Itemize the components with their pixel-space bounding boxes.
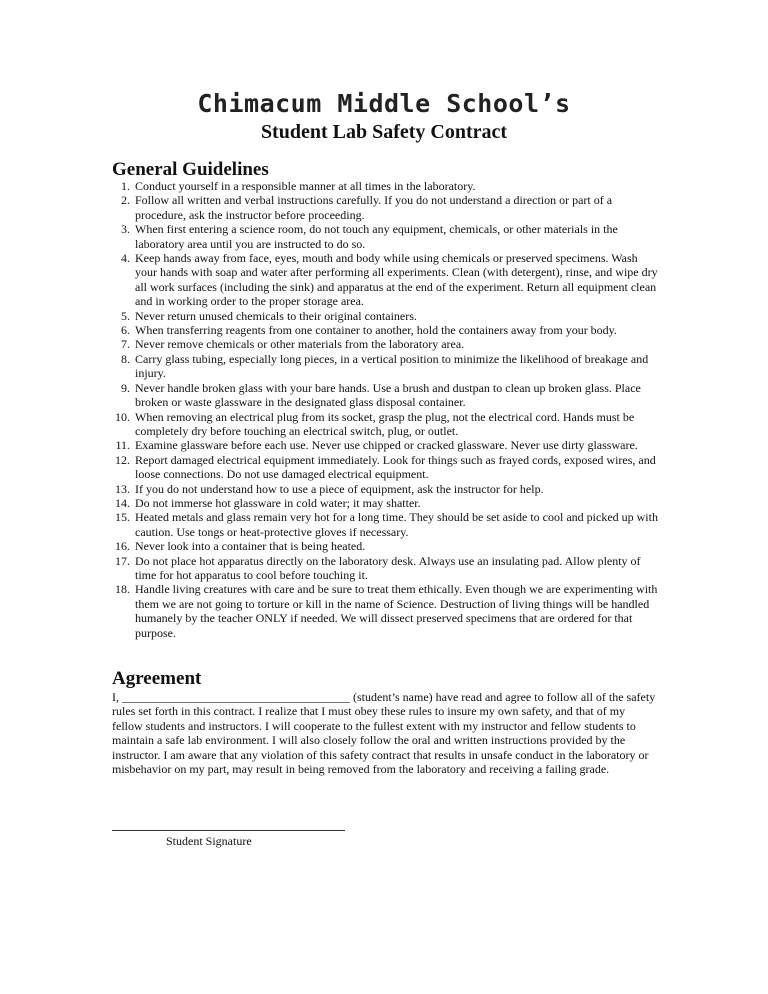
rule-item bbox=[112, 381, 658, 410]
signature-label: Student Signature bbox=[166, 834, 252, 848]
rule-number: 12. bbox=[115, 452, 130, 467]
rule-number: 14. bbox=[115, 495, 130, 510]
rule-text: Never handle broken glass with your bare hands. Use a brush and dustpan to clean up broken glass. Place broken or waste glassware in the designated glass disposal container. bbox=[135, 380, 641, 410]
signature-line bbox=[112, 830, 345, 831]
rule-number: 7. bbox=[121, 337, 130, 352]
rule-item bbox=[112, 453, 658, 482]
rule-text: Conduct yourself in a responsible manner at all times in the laboratory. bbox=[135, 179, 476, 193]
rule-text: Never look into a container that is being heated. bbox=[135, 539, 366, 554]
rule-item bbox=[112, 438, 658, 452]
agreement-heading: Agreement bbox=[112, 668, 202, 689]
rule-item bbox=[112, 337, 658, 351]
rule-text: Keep hands away from face, eyes, mouth and body while using chemicals or preserved specimens. Wash your hands with soap and water after performing all experiments. Clean (with detergent), rinse, and wipe dry all work surfaces (including the sink) and apparatus at the end of the experiment. Return all equipment clean and in working order to the proper storage area. bbox=[135, 251, 658, 309]
rule-text: Report damaged electrical equipment immediately. Look for things such as frayed cords, exposed wires, and loose connections. Do not use damaged electrical equipment. bbox=[135, 452, 656, 482]
rule-text: Do not immerse hot glassware in cold water; it may shatter. bbox=[135, 495, 421, 510]
rule-text: Heated metals and glass remain very hot for a long time. They should be set aside to cool and picked up with caution. Use tongs or heat-protective gloves if necessary. bbox=[135, 510, 658, 539]
rule-number: 1. bbox=[121, 179, 130, 193]
rule-item bbox=[112, 179, 658, 193]
rule-item bbox=[112, 309, 658, 323]
rule-text: Follow all written and verbal instructions carefully. If you do not understand a direction or part of a procedure, ask the instructor before proceeding. bbox=[135, 193, 613, 222]
rule-number: 3. bbox=[121, 222, 130, 237]
rule-number: 15. bbox=[115, 510, 130, 525]
rule-text: Never return unused chemicals to their original containers. bbox=[135, 308, 417, 323]
rule-item bbox=[112, 251, 658, 309]
rule-text: If you do not understand how to use a piece of equipment, ask the instructor for help. bbox=[135, 481, 544, 496]
rule-item bbox=[112, 539, 658, 553]
rule-number: 17. bbox=[115, 553, 130, 568]
rule-item bbox=[112, 582, 658, 640]
rule-item bbox=[112, 410, 658, 439]
rule-item bbox=[112, 482, 658, 496]
rule-number: 2. bbox=[121, 193, 130, 208]
rule-number: 6. bbox=[121, 323, 130, 338]
rule-text: Examine glassware before each use. Never use chipped or cracked glassware. Never use dirty glassware. bbox=[135, 438, 638, 453]
rule-number: 10. bbox=[115, 409, 130, 424]
rule-text: Never remove chemicals or other materials from the laboratory area. bbox=[135, 337, 465, 352]
school-name: Chimacum Middle School’s bbox=[197, 89, 571, 118]
rule-number: 4. bbox=[121, 251, 130, 266]
contract-title: Student Lab Safety Contract bbox=[260, 121, 508, 143]
rule-text: Carry glass tubing, especially long pieces, in a vertical position to minimize the likelihood of breakage and injury. bbox=[135, 351, 649, 381]
rule-number: 18. bbox=[115, 582, 130, 597]
agreement-text: I, ______________________________________ (student’s name) have read and agree to follow all of the safety rules set forth in this contract. I realize that I must obey these rules to insure my own safety, and that of my fellow students and instructors. I will cooperate to the fullest extent with my instructor and fellow students to maintain a safe lab environment. I will also closely follow the oral and written instructions provided by the instructor. I am aware that any violation of this safety contract that results in unsafe conduct in the laboratory or misbehavior on my part, may result in being removed from the laboratory and receiving a failing grade. bbox=[112, 690, 656, 777]
rule-text: Handle living creatures with care and be sure to treat them ethically. Even though we are experimenting with them we are not going to torture or kill in the name of Science. Destruction of living things will be handled humanely by the teacher ONLY if needed. We will dissect preserved specimens that are ordered for that purpose. bbox=[135, 582, 658, 640]
rule-text: When transferring reagents from one container to another, hold the containers away from your body. bbox=[135, 323, 617, 338]
rule-number: 16. bbox=[115, 539, 130, 554]
rule-text: When first entering a science room, do not touch any equipment, chemicals, or other materials in the laboratory area until you are instructed to do so. bbox=[135, 222, 618, 251]
rule-item bbox=[112, 496, 658, 510]
rule-text: Do not place hot apparatus directly on the laboratory desk. Always use an insulating pad. Allow plenty of time for hot apparatus to cool before touching it. bbox=[135, 553, 641, 582]
general-guidelines-heading: General Guidelines bbox=[112, 159, 269, 180]
rule-item bbox=[112, 352, 658, 381]
rule-item bbox=[112, 193, 658, 222]
rule-number: 9. bbox=[121, 380, 130, 395]
rule-item bbox=[112, 222, 658, 251]
rule-number: 8. bbox=[121, 351, 130, 366]
rule-number: 13. bbox=[115, 481, 130, 496]
rule-number: 5. bbox=[121, 308, 130, 323]
rules-list bbox=[112, 179, 658, 640]
rule-item bbox=[112, 554, 658, 583]
rule-item bbox=[112, 323, 658, 337]
rule-item bbox=[112, 510, 658, 539]
rule-text: When removing an electrical plug from its socket, grasp the plug, not the electrical cord. Hands must be completely dry before touching an electrical switch, plug, or outlet. bbox=[135, 409, 635, 438]
rule-number: 11. bbox=[115, 438, 130, 453]
